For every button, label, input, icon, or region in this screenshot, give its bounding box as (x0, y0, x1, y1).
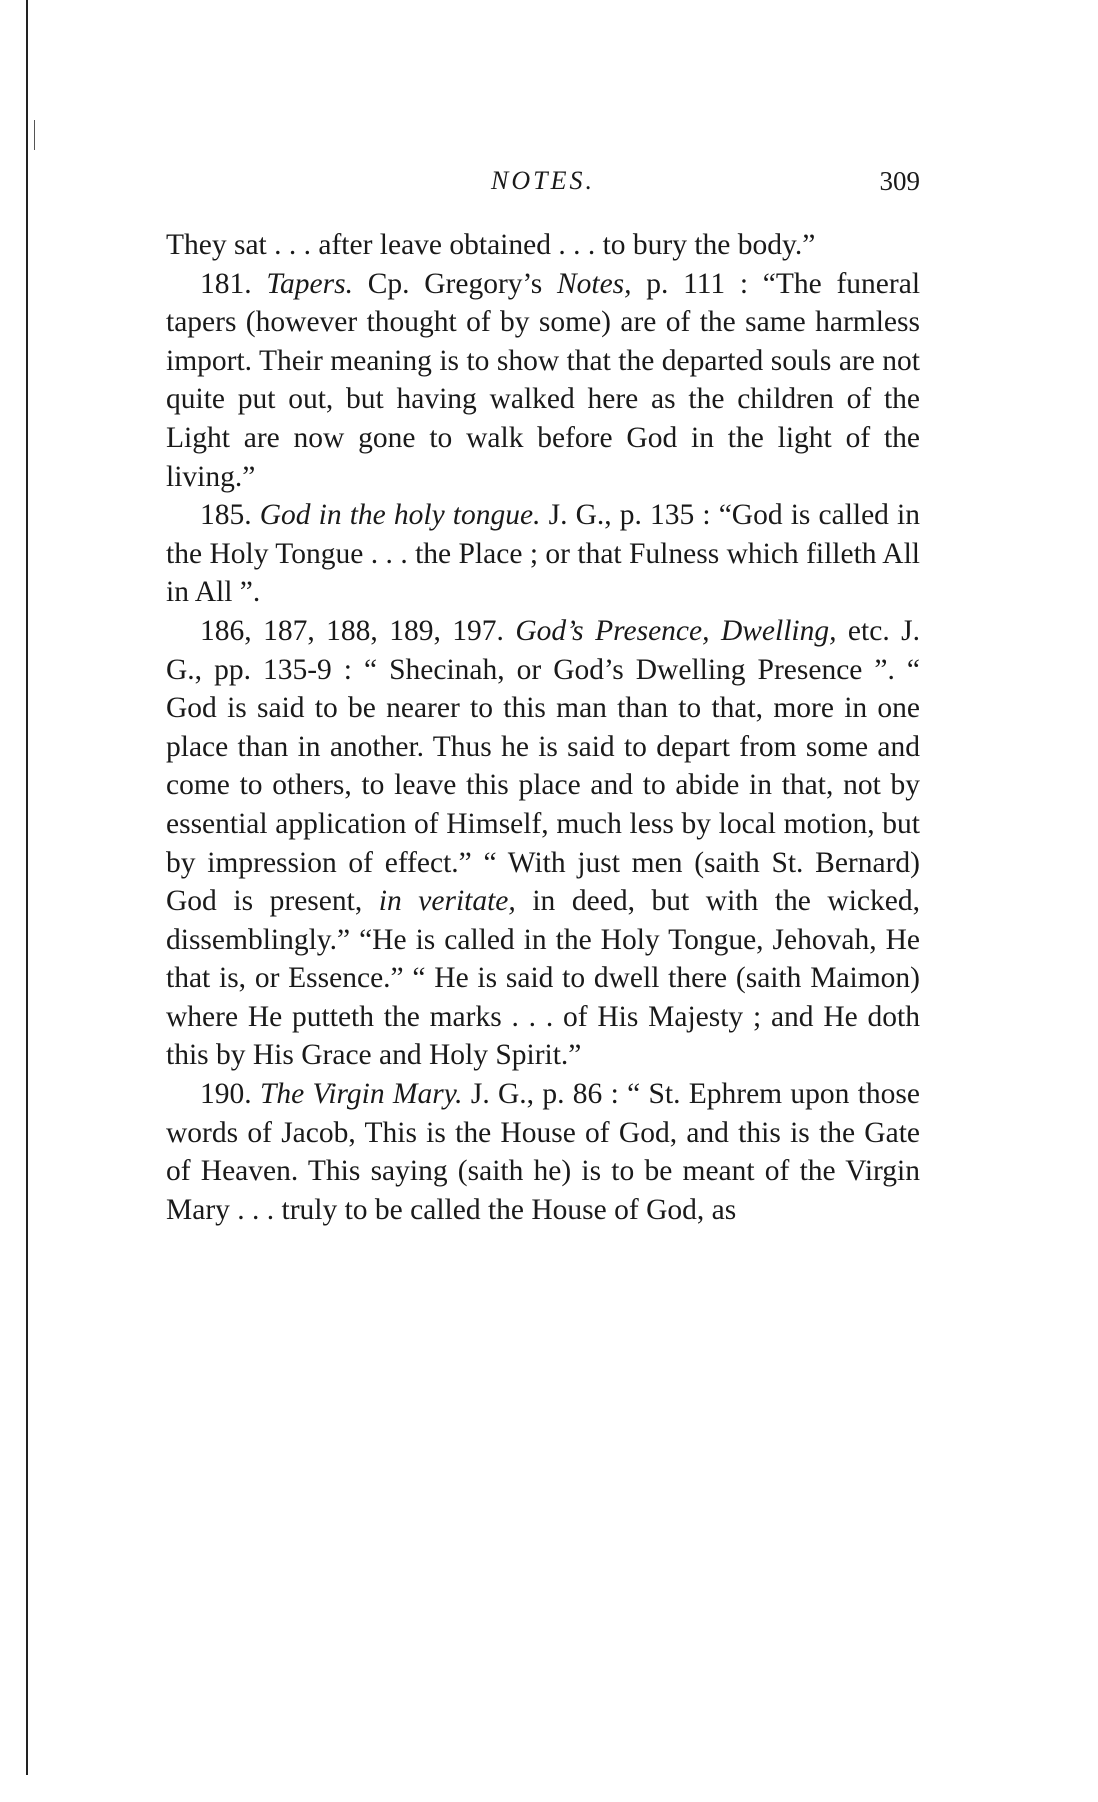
text-segment: etc. J. G., pp. 135-9 : “ Shecinah, or God’s Dwelling Presence ”. “ God is said to be nearer to this man than to that, more in one place than in another. Thus he is said to depart from some and come to others, to leave this place and to abide in that, not by essential application of Himself, much less by local motion, but by impression of effect.” “ With just men (saith St. Bernard) God is present, (166, 614, 920, 918)
note-190 (166, 1075, 920, 1229)
running-title: NOTES. (491, 166, 595, 195)
note-lemma: Tapers. (266, 267, 353, 300)
note-lemma: God in the holy tongue. (259, 499, 541, 532)
note-number: 190. (200, 1078, 260, 1111)
note-number: 186, 187, 188, 189, 197. (200, 614, 516, 647)
text-segment: Cp. Gregory’s (353, 267, 557, 300)
note-181 (166, 265, 920, 497)
italic-title: Notes, (556, 267, 632, 300)
page-number: 309 (879, 166, 920, 196)
note-lemma: God’s Presence, Dwelling, (515, 614, 837, 647)
text-segment: They sat . . . after leave obtained . . . to bury the body.” (166, 229, 816, 261)
note-186 (166, 612, 920, 1075)
page-header (166, 166, 920, 206)
text-segment: in deed, but with the wicked, dissemblingly.” “He is called in the Holy Tongue, Jehovah, He that is, or Essence.” “ He is said to dwell there (saith Maimon) where He putteth the marks . . . of His Majesty ; and He doth this by His Grace and Holy Spirit.” (166, 885, 920, 1072)
scan-edge-mark (34, 120, 35, 150)
text-segment: J. G., p. 135 : “God is called in the Holy Tongue . . . the Place ; or that Fulness which filleth All in All ”. (166, 499, 920, 609)
text-segment: J. G., p. 86 : “ St. Ephrem upon those words of Jacob, This is the House of God, and this is the Gate of Heaven. This saying (saith he) is to be meant of the Virgin Mary . . . truly to be called the House of God, as (166, 1078, 920, 1226)
latin-phrase: in veritate, (378, 885, 516, 918)
body-text (166, 226, 920, 1229)
note-lemma: The Virgin Mary. (259, 1078, 463, 1111)
text-segment: p. 111 : “The funeral tapers (however thought of by some) are of the same harmless import. Their meaning is to show that the departed souls are not quite put out, but having walked here as the children of the Light are now gone to walk before God in the light of the living.” (166, 267, 921, 493)
note-number: 181. (200, 267, 267, 300)
note-number: 185. (200, 499, 260, 532)
paragraph-continuation (166, 226, 920, 265)
scan-edge-line (26, 0, 28, 1775)
note-185 (166, 496, 920, 612)
